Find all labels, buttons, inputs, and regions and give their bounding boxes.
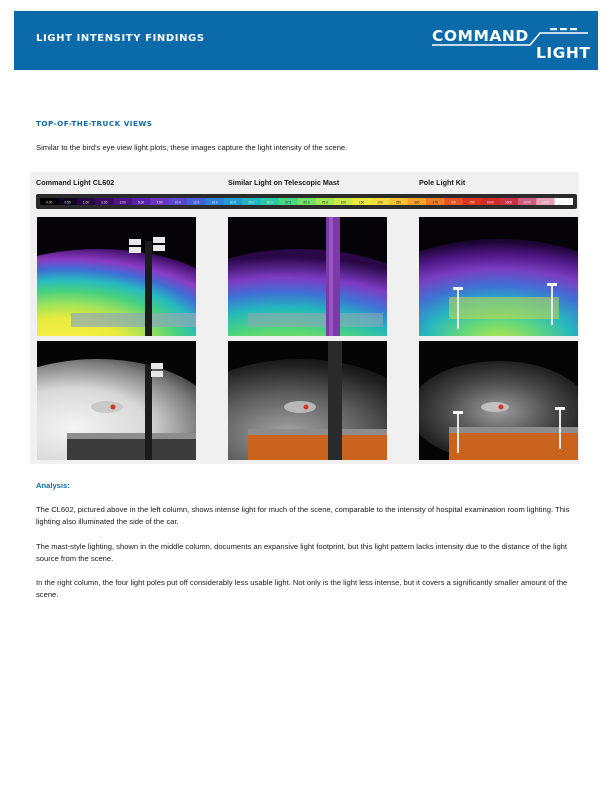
analysis-title: Analysis:	[36, 481, 70, 490]
page-title: LIGHT INTENSITY FINDINGS	[36, 33, 205, 44]
analysis-paragraph-2: The mast-style lighting, shown in the middle column, documents an expansive light footprint, but this light pattern lacks intensity due to the distance of the light source from the scene.	[36, 542, 568, 563]
scale-value-label: 20.0	[229, 200, 237, 205]
scale-value-label: 10.0	[174, 200, 181, 205]
scale-value-label: 0.00	[46, 200, 53, 205]
scale-value-label: 250	[395, 200, 402, 205]
scale-value-label: 100	[340, 200, 346, 205]
svg-text:COMMAND: COMMAND	[432, 27, 529, 45]
scale-value-label: 2.00	[101, 200, 108, 205]
heatmap-pole	[419, 217, 578, 336]
analysis-paragraph-1: The CL602, pictured above in the left column, shows intense light for much of the scene, comparable to the intensity of hospital examination room lighting. This lighting also illuminated the side of the car.	[36, 505, 570, 526]
scale-value-label: 200	[377, 200, 383, 205]
scale-value-label: 5000.00	[558, 200, 570, 205]
scale-value-label: 300	[414, 200, 420, 205]
scale-value-label: 3.00	[119, 200, 126, 205]
scale-value-label: 0.50	[64, 200, 71, 205]
scale-value-label: 15.0	[211, 200, 218, 205]
scale-value-label: 1000	[486, 200, 494, 205]
svg-text:LIGHT: LIGHT	[536, 44, 590, 59]
scale-value-label: 75.0	[321, 200, 328, 205]
heatmap-mast	[228, 217, 387, 336]
analysis-paragraph-3: In the right column, the four light poles put off considerably less usable light. Not only is the light less intense, but it covers a significantly smaller amount of the scene.	[36, 578, 568, 599]
render-mast	[228, 341, 387, 460]
heatmap-cl602	[37, 217, 196, 336]
scale-value-label: 5.00	[137, 200, 145, 205]
command-light-logo	[430, 25, 590, 59]
scale-value-label: 50.0	[303, 200, 310, 205]
scale-value-label: 1.00	[82, 200, 90, 205]
scale-value-label: 375	[432, 200, 438, 205]
header-bar	[14, 11, 598, 70]
scale-value-label: 2000	[523, 200, 531, 205]
scale-value-label: 12.5	[193, 200, 200, 205]
scale-value-label: 30.0	[266, 200, 273, 205]
column-label-mast: Similar Light on Telescopic Mast	[228, 178, 340, 187]
section-title: TOP-OF-THE-TRUCK VIEWS	[36, 119, 153, 128]
scale-value-label: 2500	[541, 200, 549, 205]
scale-value-label: 150	[358, 200, 365, 205]
scale-value-label: 750	[469, 200, 475, 205]
intensity-color-scale	[36, 194, 577, 209]
scale-value-label: 500	[450, 200, 457, 205]
render-cl602	[37, 341, 196, 460]
column-label-cl602: Command Light CL602	[36, 178, 115, 187]
render-pole	[419, 341, 578, 460]
scale-value-label: 37.5	[285, 200, 292, 205]
scale-value-label: 25.0	[248, 200, 255, 205]
color-scale-bar	[40, 198, 573, 205]
intro-text: Similar to the bird's eye view light plots, these images capture the light intensity of the scene.	[36, 143, 348, 152]
column-label-pole: Pole Light Kit	[419, 178, 466, 187]
scale-value-label: 1500	[505, 200, 513, 205]
scale-value-label: 7.50	[156, 200, 163, 205]
